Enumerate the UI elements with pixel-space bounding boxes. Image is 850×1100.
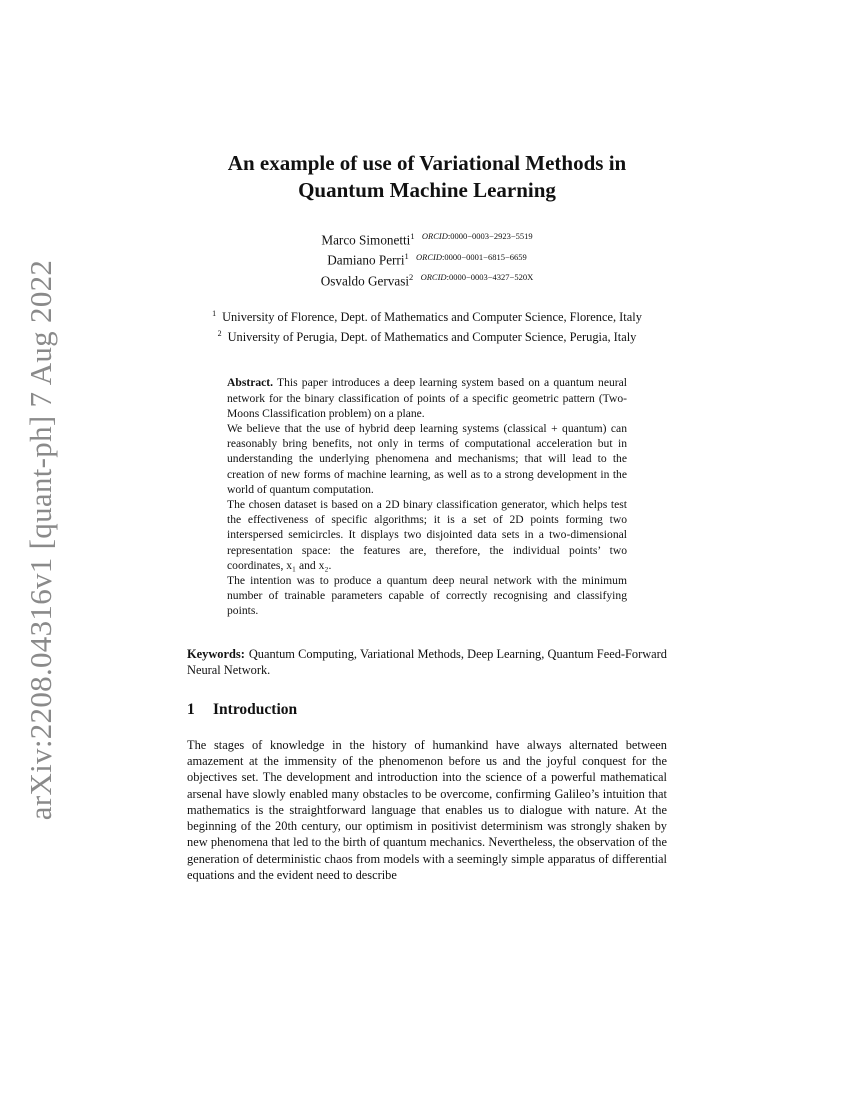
orcid-id: :0000−0003−4327−520X (446, 272, 534, 283)
affiliation-text: University of Perugia, Dept. of Mathematics and Computer Science, Perugia, Italy (227, 330, 637, 345)
paper-title (187, 150, 667, 204)
paper-page (187, 150, 667, 883)
orcid-id: :0000−0003−2923−5519 (447, 231, 533, 242)
orcid-label: ORCID (421, 231, 448, 242)
author-affil-sup: 1 (410, 231, 415, 241)
author (187, 269, 667, 289)
section-heading (187, 700, 667, 720)
abstract (227, 375, 627, 618)
introduction-body (187, 737, 667, 884)
author-name: Damiano Perri (327, 252, 405, 268)
author-name: Marco Simonetti (321, 232, 411, 248)
author-affil-sup: 1 (404, 251, 409, 262)
author (187, 248, 667, 268)
affiliation-sup: 1 (212, 309, 217, 319)
affiliation-list (187, 306, 667, 345)
abstract-paragraph (227, 375, 627, 421)
arxiv-stamp (23, 259, 58, 821)
orcid-label: ORCID (420, 272, 447, 283)
keywords-text: Quantum Computing, Variational Methods, Deep Learning, Quantum Feed-Forward Neural Network. (187, 646, 667, 677)
section-title: Introduction (213, 700, 298, 718)
author (187, 228, 667, 248)
body-paragraph: The stages of knowledge in the history of humankind have always alternated between amazement at the immensity of the phenomenon before us and the joyful conquest for the objectives set. The development and introduction into the science of a powerful mathematical arsenal have slowly enabled many obstacles to be overcome, confirming Galileo’s intuition that mathematics is the straightforward language that enables us to dialogue with nature. At the beginning of the 20th century, our optimism in positivist determinism was strongly shaken by new phenomena that led to the birth of quantum mechanics. Nevertheless, the observation of the generation of deterministic chaos from models with a seemingly simple apparatus of differential equations and the evident need to describe (187, 737, 667, 883)
author-name: Osvaldo Gervasi (320, 273, 410, 289)
orcid[interactable] (422, 231, 533, 241)
affiliation (187, 326, 667, 345)
keywords (187, 646, 667, 678)
author-list (187, 228, 667, 289)
affiliation-text: University of Florence, Dept. of Mathematics and Computer Science, Florence, Italy (222, 310, 642, 325)
abstract-paragraph: We believe that the use of hybrid deep learning systems (classical + quantum) can reasonably bring benefits, not only in terms of computational acceleration but in understanding the underlying phenomena and mechanisms; that will lead to the creation of new forms of machine learning, as well as to a strong development in the world of quantum computation. (227, 422, 627, 496)
author-affil-sup: 2 (409, 271, 414, 282)
title-line-1: An example of use of Variational Methods in (227, 151, 627, 175)
orcid[interactable] (416, 252, 527, 262)
orcid-label: ORCID (416, 251, 443, 262)
affiliation (187, 306, 667, 325)
keywords-label: Keywords: (187, 646, 245, 661)
orcid[interactable] (421, 272, 534, 282)
arxiv-id: arXiv:2208.04316v1 [quant-ph] 7 Aug 2022 (23, 259, 58, 821)
section-number: 1 (187, 700, 195, 718)
abstract-paragraph: The chosen dataset is based on a 2D binary classification generator, which helps test the effectiveness of specific algorithms; it is a set of 2D points forming two interspersed semicircles. It displays two disjointed data sets in a two-dimensional representation space: the features are, therefore, the individual points’ two coordinates, x₁ and x₂. (227, 498, 627, 572)
abstract-label: Abstract. (227, 376, 274, 390)
abstract-text: This paper introduces a deep learning system based on a quantum neural network for the binary classification of points of a specific geometric pattern (Two-Moons Classification problem) on a plane. (227, 376, 627, 420)
orcid-id: :0000−0001−6815−6659 (442, 251, 527, 262)
title-line-2: Quantum Machine Learning (298, 178, 556, 202)
abstract-paragraph: The intention was to produce a quantum deep neural network with the minimum number of trainable parameters capable of correctly recognising and classifying points. (227, 574, 627, 618)
affiliation-sup: 2 (217, 329, 222, 339)
